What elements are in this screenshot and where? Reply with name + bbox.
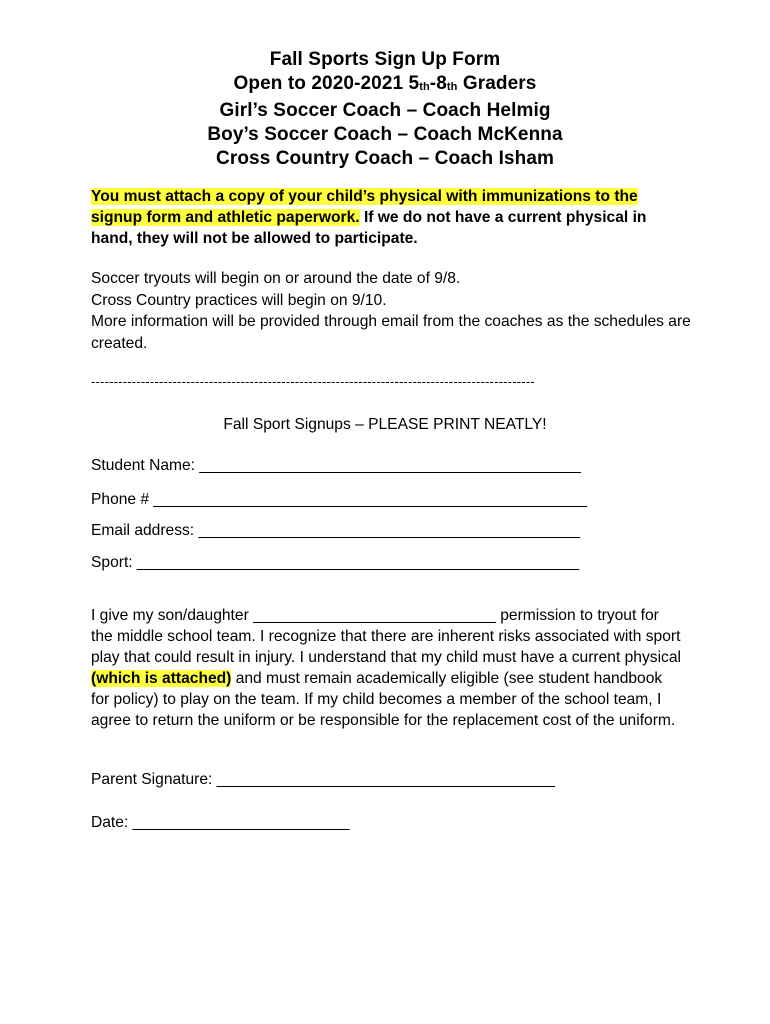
soccer-tryouts-info: Soccer tryouts will begin on or around the date of 9/8. [91,270,461,287]
form-header [0,48,770,171]
grade-suffix-2: th [446,81,458,93]
parent-signature-field[interactable]: Parent Signature: _______________________________________ [91,771,555,788]
consent-text-2: and must remain academically eligible (see student handbook for policy) to play on the team. If my child becomes a member of the school team, I agree to return the uniform or be responsible for the replacement cost of the uniform. [91,670,676,729]
highlighted-notice: You must attach a copy of your child’s physical with immunizations to the signup form and athletic paperwork. [91,188,638,226]
sport-field[interactable]: Sport: ___________________________________________________ [91,554,580,571]
grade-line-start: Open to 2020-2021 5 [233,73,420,94]
form-title: Fall Sports Sign Up Form [269,49,501,70]
cut-line-divider: -------------------------------------------------------------------------------------------------- [91,374,535,389]
grade-suffix-1: th [419,81,430,93]
more-info: More information will be provided through email from the coaches as the schedules are created. [91,313,691,352]
grade-line-end: Graders [457,73,537,94]
boys-soccer-coach: Boy’s Soccer Coach – Coach McKenna [207,124,563,145]
parent-consent-paragraph [91,605,681,731]
which-is-attached-highlight: (which is attached) [91,670,232,687]
notice-rest: If we do not have a current physical in hand, they will not be allowed to participate. [91,209,647,247]
date-field[interactable]: Date: _________________________ [91,814,350,831]
girls-soccer-coach: Girl’s Soccer Coach – Coach Helmig [219,100,551,121]
schedule-info [91,268,691,354]
physical-notice [91,186,691,249]
student-name-field[interactable]: Student Name: ____________________________________________ [91,457,581,474]
signups-title: Fall Sport Signups – PLEASE PRINT NEATLY! [223,416,547,433]
grade-line [0,72,770,99]
cross-country-coach: Cross Country Coach – Coach Isham [216,148,554,169]
email-field[interactable]: Email address: ____________________________________________ [91,522,581,539]
consent-text-1: I give my son/daughter ____________________________ permission to tryout for the middle school team. I recognize that there are inherent risks associated with sport play that could result in injury. I understand that my child must have a current physical [91,607,681,666]
cross-country-info: Cross Country practices will begin on 9/10. [91,291,387,309]
phone-field[interactable]: Phone # __________________________________________________ [91,491,588,508]
grade-line-mid: -8 [429,73,447,94]
